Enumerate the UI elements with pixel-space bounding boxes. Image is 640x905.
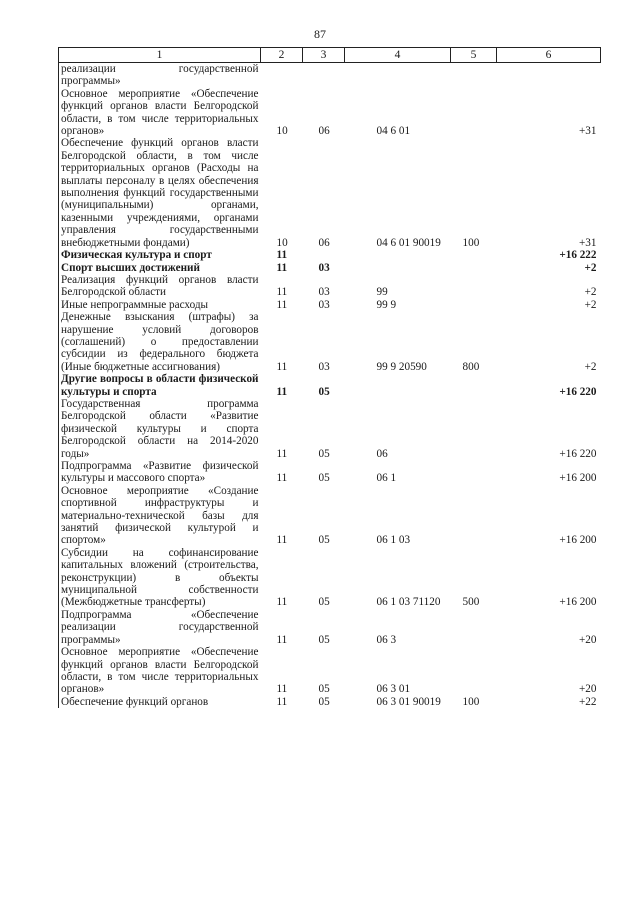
row-section-code: 11 (276, 695, 288, 708)
row-expense-type (451, 646, 497, 696)
row-target-code: 99 9 (376, 298, 397, 311)
row-amount: +16 200 (559, 534, 597, 547)
row-section-code: 11 (276, 534, 288, 547)
row-target-code (345, 373, 451, 398)
row-expense-type: 800 (462, 360, 480, 373)
row-subsection-code: 06 (318, 236, 330, 249)
table-row (59, 609, 601, 646)
row-section-code: 11 (276, 472, 288, 485)
row-section-code: 11 (276, 385, 288, 398)
row-subsection-code: 05 (318, 695, 330, 708)
row-amount: +2 (584, 360, 597, 373)
row-target-code (345, 63, 451, 88)
row-name: Денежные взыскания (штрафы) за нарушение условий договоров (соглашений) о предоставлении субсидии из федерального бюджета (Иные бюджетные ассигнования) (59, 311, 261, 373)
row-section-code: 11 (276, 249, 288, 262)
row-subsection-code (303, 63, 345, 88)
row-amount: +16 220 (559, 385, 597, 398)
table-row (59, 696, 601, 708)
row-target-code: 06 1 03 (376, 534, 411, 547)
row-name: Обеспечение функций органов власти Белгородской области, в том числе территориальных органов (Расходы на выплаты персоналу в целях обеспечения выполнения функций государственными (муниципальными) органами, казенными учреждениями, органами управления государственными внебюджетными фондами) (59, 137, 261, 249)
table-body (59, 63, 601, 709)
row-subsection-code: 05 (318, 472, 330, 485)
table-row (59, 485, 601, 547)
row-amount: +16 222 (559, 249, 597, 262)
row-subsection-code: 06 (318, 125, 330, 138)
row-expense-type: 500 (462, 596, 480, 609)
row-section-code (261, 63, 303, 88)
row-target-code: 99 (376, 286, 388, 299)
row-name: Спорт высших достижений (59, 262, 261, 274)
table-row (59, 373, 601, 398)
row-name: Основное мероприятие «Обеспечение функций органов власти Белгородской области, в том числе территориальных органов» (59, 88, 261, 138)
row-target-code: 06 3 (376, 633, 397, 646)
table-row (59, 460, 601, 485)
header-row (59, 48, 601, 63)
row-section-code: 11 (276, 286, 288, 299)
column-header-4: 4 (345, 48, 451, 63)
row-name: Иные непрограммные расходы (59, 299, 261, 311)
row-expense-type (451, 299, 497, 311)
row-expense-type: 100 (462, 695, 480, 708)
row-amount: +20 (579, 683, 597, 696)
row-section-code: 11 (276, 447, 288, 460)
row-amount: +20 (579, 633, 597, 646)
row-subsection-code: 05 (318, 534, 330, 547)
table-row (59, 249, 601, 261)
row-amount (497, 63, 601, 88)
row-section-code: 11 (276, 360, 288, 373)
row-target-code: 04 6 01 90019 (376, 236, 441, 249)
row-section-code: 11 (276, 683, 288, 696)
row-target-code: 04 6 01 (376, 125, 411, 138)
row-subsection-code: 05 (318, 447, 330, 460)
row-name: Основное мероприятие «Обеспечение функций органов власти Белгородской области, в том числе территориальных органов» (59, 646, 261, 696)
row-target-code: 06 1 03 71120 (376, 596, 441, 609)
row-section-code: 11 (276, 633, 288, 646)
row-target-code: 06 3 01 (376, 683, 411, 696)
row-subsection-code: 03 (318, 261, 330, 274)
column-header-5: 5 (451, 48, 497, 63)
row-expense-type (451, 274, 497, 299)
row-subsection-code: 03 (318, 360, 330, 373)
row-expense-type (451, 460, 497, 485)
row-expense-type (451, 485, 497, 547)
table-row (59, 63, 601, 88)
row-name: Основное мероприятие «Создание спортивной инфраструктуры и материально-технической базы для занятий физической культурой и спортом» (59, 485, 261, 547)
row-amount: +2 (584, 261, 597, 274)
row-amount: +16 220 (559, 447, 597, 460)
row-expense-type: 100 (462, 236, 480, 249)
row-name: Реализация функций органов власти Белгородской области (59, 274, 261, 299)
row-target-code (345, 262, 451, 274)
row-subsection-code (303, 249, 345, 261)
row-name: Обеспечение функций органов (59, 696, 261, 708)
row-target-code: 06 3 01 90019 (376, 695, 441, 708)
column-header-1: 1 (59, 48, 261, 63)
table-header (59, 48, 601, 63)
table-row (59, 274, 601, 299)
row-expense-type (451, 373, 497, 398)
row-expense-type (451, 398, 497, 460)
row-target-code: 06 (376, 447, 388, 460)
column-header-3: 3 (303, 48, 345, 63)
row-subsection-code: 05 (318, 385, 330, 398)
row-amount: +2 (584, 298, 597, 311)
row-subsection-code: 05 (318, 683, 330, 696)
table-row (59, 299, 601, 311)
column-header-6: 6 (497, 48, 601, 63)
row-name: Подпрограмма «Обеспечение реализации государственной программы» (59, 609, 261, 646)
table-row (59, 88, 601, 138)
table-row (59, 137, 601, 249)
row-name: Другие вопросы в области физической культуры и спорта (59, 373, 261, 398)
row-expense-type (451, 249, 497, 261)
row-amount: +31 (579, 236, 597, 249)
row-amount: +31 (579, 125, 597, 138)
row-amount: +16 200 (559, 472, 597, 485)
row-expense-type (451, 63, 497, 88)
row-name: реализации государственной программы» (59, 63, 261, 88)
row-section-code: 11 (276, 298, 288, 311)
row-name: Государственная программа Белгородской области «Развитие физической культуры и спорта Белгородской области на 2014-2020 годы» (59, 398, 261, 460)
row-target-code: 06 1 (376, 472, 397, 485)
row-section-code: 11 (276, 261, 288, 274)
page-number: 87 (314, 27, 326, 41)
budget-table (58, 47, 601, 708)
row-section-code: 10 (276, 236, 288, 249)
row-section-code: 10 (276, 125, 288, 138)
column-header-2: 2 (261, 48, 303, 63)
row-expense-type (451, 609, 497, 646)
row-subsection-code: 05 (318, 596, 330, 609)
table-row (59, 311, 601, 373)
row-name: Физическая культура и спорт (59, 249, 261, 261)
row-name: Подпрограмма «Развитие физической культуры и массового спорта» (59, 460, 261, 485)
row-section-code: 11 (276, 596, 288, 609)
table-row (59, 646, 601, 696)
row-target-code (345, 249, 451, 261)
row-subsection-code: 05 (318, 633, 330, 646)
row-subsection-code: 03 (318, 286, 330, 299)
row-name: Субсидии на софинансирование капитальных вложений (строительства, реконструкции) в объекты муниципальной собственности (Межбюджетные трансферты) (59, 547, 261, 609)
table-row (59, 547, 601, 609)
row-amount: +2 (584, 286, 597, 299)
table-row (59, 262, 601, 274)
row-expense-type (451, 88, 497, 138)
table-row (59, 398, 601, 460)
row-subsection-code: 03 (318, 298, 330, 311)
row-expense-type (451, 262, 497, 274)
row-amount: +16 200 (559, 596, 597, 609)
row-amount: +22 (579, 695, 597, 708)
row-target-code: 99 9 20590 (376, 360, 427, 373)
